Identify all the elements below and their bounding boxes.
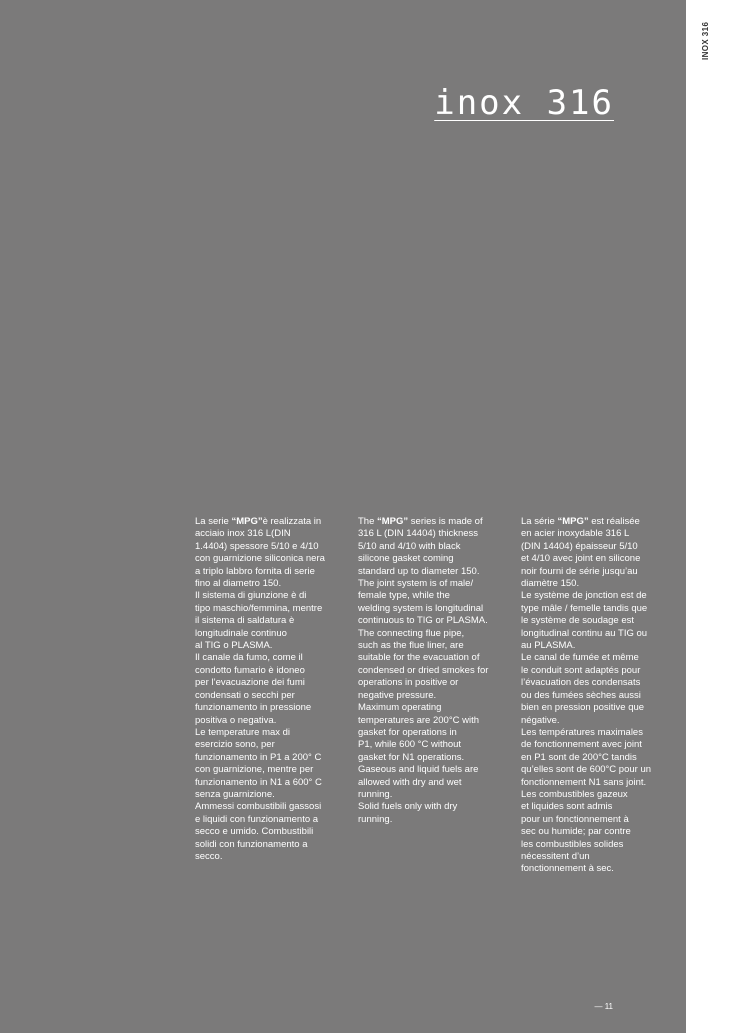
italian-intro-text: La serie [195,516,232,527]
page-title: inox 316 [434,83,614,123]
english-description-column [358,516,512,826]
page-number: — 11 [594,1002,613,1011]
side-index-label: INOX 316 [701,22,710,61]
italian-description-column [195,516,349,863]
french-brand-name: “MPG” [557,516,589,527]
italian-brand-name: “MPG” [231,516,263,527]
french-body-text: est réalisée en acier inoxydable 316 L (DIN 14404) épaisseur 5/10 et 4/10 avec joint en silicone noir fourni de série jusqu’au diamètre 150. Le système de jonction est de type mâle / femelle tandis que le système de soudage est longitudinal continu au TIG ou au PLASMA. Le canal de fumée et même le conduit sont adaptés pour l’évacuation des condensats ou des fumées sèches aussi bien en pression positive que négative. Les températures maximales de fonctionnement avec joint en P1 sont de 200°C tandis qu’elles sont de 600°C pour un fonctionnement N1 sans joint. Les combustibles gazeux et liquides sont admis pour un fonctionnement à sec ou humide; par contre les combustibles solides nécessitent d’un fonctionnement à sec. [521,516,652,875]
english-body-text: series is made of 316 L (DIN 14404) thickness 5/10 and 4/10 with black silicone gasket coming standard up to diameter 150. The joint system is of male/ female type, while the welding system is longitudinal continuous to TIG or PLASMA. The connecting flue pipe, such as the flue liner, are suitable for the evacuation of condensed or dried smokes for operations in positive or negative pressure. Maximum operating temperatures are 200°C with gasket for operations in P1, while 600 °C without gasket for N1 operations. Gaseous and liquid fuels are allowed with dry and wet running. Solid fuels only with dry running. [358,516,489,825]
french-description-column [521,516,675,876]
italian-body-text: è realizzata in acciaio inox 316 L(DIN 1.4404) spessore 5/10 e 4/10 con guarnizione siliconica nera a triplo labbro fornita di serie fino al diametro 150. Il sistema di giunzione è di tipo maschio/femmina, mentre il sistema di saldatura è longitudinale continuo al TIG o PLASMA. Il canale da fumo, come il condotto fumario è idoneo per l’evacuazione dei fumi condensati o secchi per funzionamento in pressione positiva o negativa. Le temperature max di esercizio sono, per funzionamento in P1 a 200° C con guarnizione, mentre per funzionamento in N1 a 600° C senza guarnizione. Ammessi combustibili gassosi e liquidi con funzionamento a secco e umido. Combustibili solidi con funzionamento a secco. [195,516,325,862]
side-index-strip [686,0,742,1033]
english-brand-name: “MPG” [377,516,409,527]
english-intro-text: The [358,516,378,527]
french-intro-text: La série [521,516,558,527]
